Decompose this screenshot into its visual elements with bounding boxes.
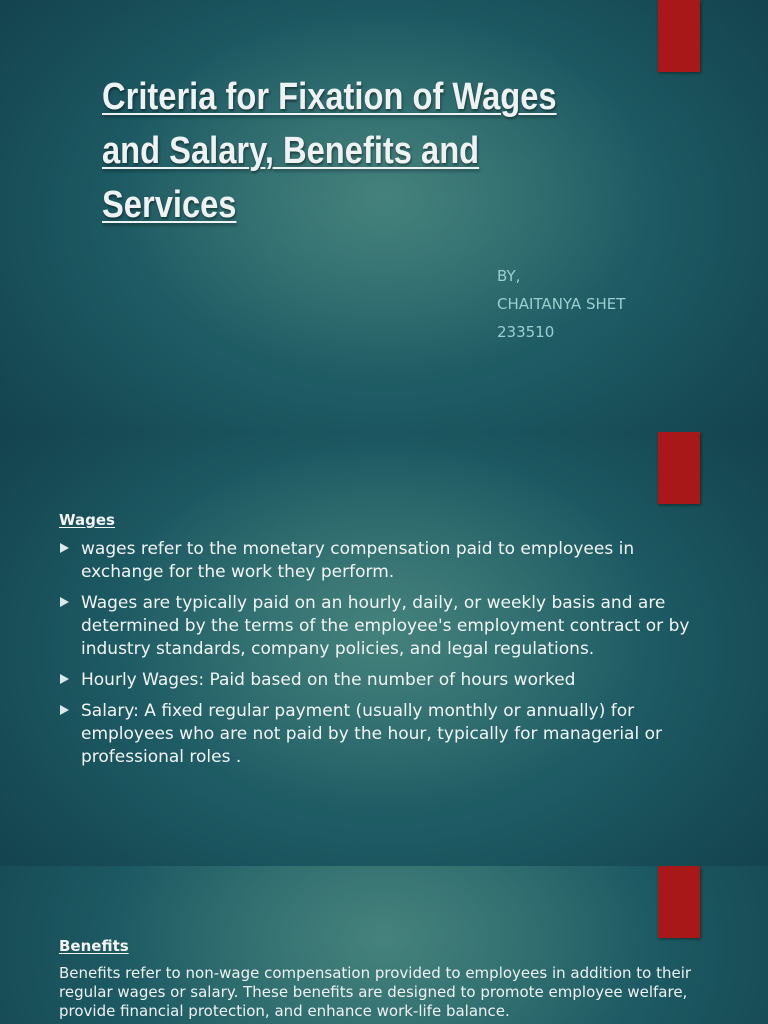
title-line-2: and Salary, Benefits and bbox=[102, 130, 480, 172]
benefits-heading: Benefits bbox=[59, 937, 129, 955]
triangle-bullet-icon bbox=[60, 705, 69, 715]
bullet-item bbox=[60, 700, 720, 769]
bullet-item bbox=[60, 592, 720, 661]
triangle-bullet-icon bbox=[60, 597, 69, 607]
benefits-slide bbox=[0, 866, 768, 1024]
byline-label: BY, bbox=[497, 267, 521, 285]
title-line-3: Services bbox=[102, 184, 237, 226]
author-name: CHAITANYA SHET bbox=[497, 295, 626, 313]
red-accent-bar bbox=[658, 866, 700, 938]
presentation-title bbox=[102, 70, 642, 232]
bullet-item bbox=[60, 669, 720, 692]
benefits-paragraph: Benefits refer to non-wage compensation provided to employees in addition to their regular wages or salary. These benefits are designed to promote employee welfare, provide financial protection, and enhance work-life balance. bbox=[59, 964, 692, 1020]
wages-slide bbox=[0, 432, 768, 866]
author-id: 233510 bbox=[497, 323, 555, 341]
bullet-text: Wages are typically paid on an hourly, daily, or weekly basis and are determined by the terms of the employee's employment contract or by industry standards, company policies, and legal regulations. bbox=[81, 593, 690, 659]
author-byline bbox=[497, 262, 625, 346]
red-accent-bar bbox=[658, 432, 700, 504]
title-slide bbox=[0, 0, 768, 432]
bullet-text: Salary: A fixed regular payment (usually monthly or annually) for employees who are not paid by the hour, typically for managerial or professional roles . bbox=[81, 701, 662, 767]
bullet-text: wages refer to the monetary compensation paid to employees in exchange for the work they perform. bbox=[81, 539, 635, 582]
bullet-item bbox=[60, 538, 720, 584]
bullet-text: Hourly Wages: Paid based on the number of hours worked bbox=[81, 670, 576, 690]
triangle-bullet-icon bbox=[60, 543, 69, 553]
red-accent-bar bbox=[658, 0, 700, 72]
wages-heading: Wages bbox=[59, 511, 115, 529]
title-line-1: Criteria for Fixation of Wages bbox=[102, 76, 557, 118]
triangle-bullet-icon bbox=[60, 674, 69, 684]
wages-bullet-list bbox=[60, 538, 720, 777]
